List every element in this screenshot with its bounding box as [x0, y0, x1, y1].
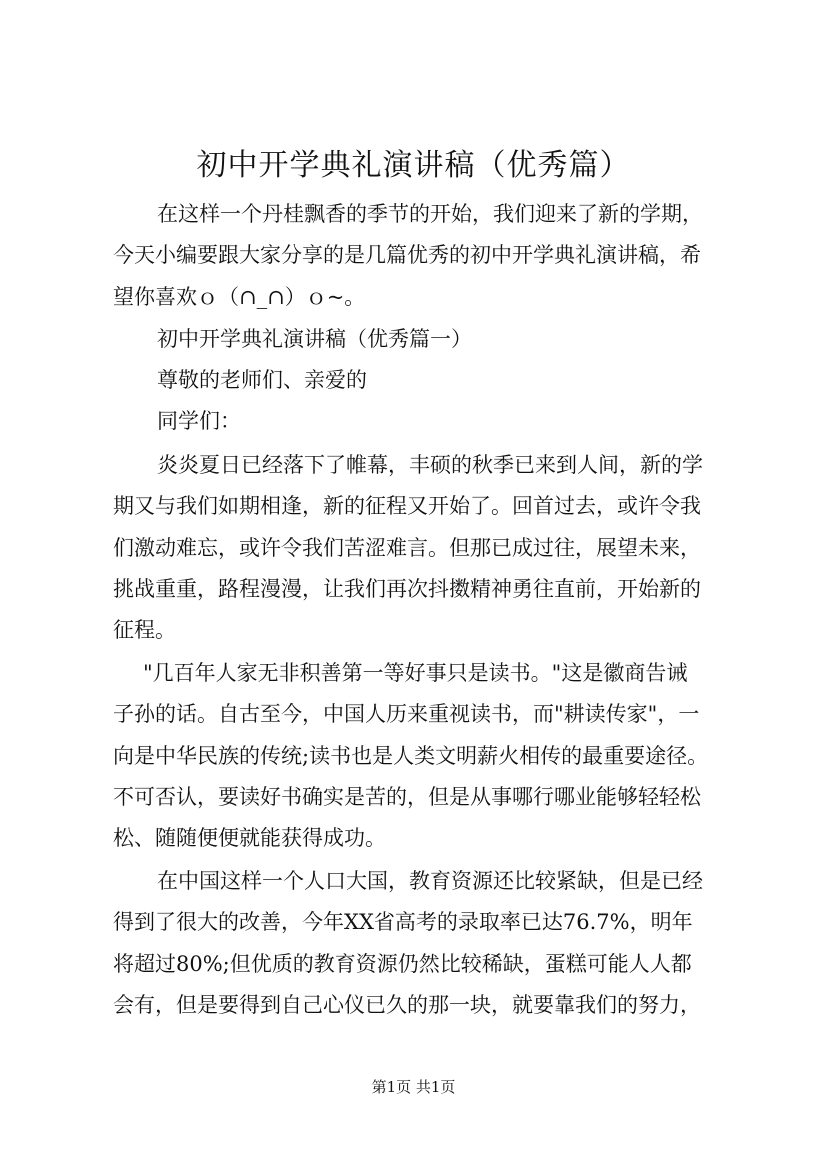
paragraph-line: 期又与我们如期相逢，新的征程又开始了。回首过去，或许令我 — [113, 494, 701, 518]
salutation-line: 同学们： — [157, 409, 241, 433]
paragraph-line: 松、随随便便就能获得成功。 — [113, 826, 386, 850]
paragraph-line: 得到了很大的改善，今年XX省高考的录取率已达76.7%，明年 — [113, 910, 693, 934]
paragraph-line: 征程。 — [113, 618, 176, 642]
page-number-footer: 第1页 共1页 — [371, 1078, 456, 1096]
paragraph-line: 将超过80%;但优质的教育资源仍然比较稀缺，蛋糕可能人人都 — [113, 952, 692, 976]
paragraph-line: 挑战重重，路程漫漫，让我们再次抖擞精神勇往直前，开始新的 — [113, 577, 701, 601]
paragraph-line: 望你喜欢ｏ（∩_∩）ｏ~。 — [113, 285, 366, 309]
document-title: 初中开学典礼演讲稿（优秀篇） — [196, 148, 631, 183]
paragraph-line: 们激动难忘，或许令我们苦涩难言。但那已成过往，展望未来， — [113, 536, 701, 560]
paragraph-line: 今天小编要跟大家分享的是几篇优秀的初中开学典礼演讲稿，希 — [113, 243, 701, 267]
paragraph-line: 会有，但是要得到自己心仪已久的那一块，就要靠我们的努力， — [113, 993, 701, 1017]
paragraph-line: 在这样一个丹桂飘香的季节的开始，我们迎来了新的学期， — [157, 202, 703, 226]
paragraph-line: 不可否认，要读好书确实是苦的，但是从事哪行哪业能够轻轻松 — [113, 785, 701, 809]
section-heading: 初中开学典礼演讲稿（优秀篇一） — [157, 327, 472, 351]
paragraph-line: 在中国这样一个人口大国，教育资源还比较紧缺，但是已经 — [157, 869, 703, 893]
paragraph-line: 子孙的话。自古至今，中国人历来重视读书，而"耕读传家"，一 — [113, 702, 700, 726]
paragraph-line: 向是中华民族的传统;读书也是人类文明薪火相传的最重要途径。 — [113, 744, 709, 768]
paragraph-line: "几百年人家无非积善第一等好事只是读书。"这是徽商告诫 — [143, 661, 688, 685]
paragraph-line: 炎炎夏日已经落下了帷幕，丰硕的秋季已来到人间，新的学 — [157, 453, 703, 477]
salutation-line: 尊敬的老师们、亲爱的 — [157, 368, 367, 392]
